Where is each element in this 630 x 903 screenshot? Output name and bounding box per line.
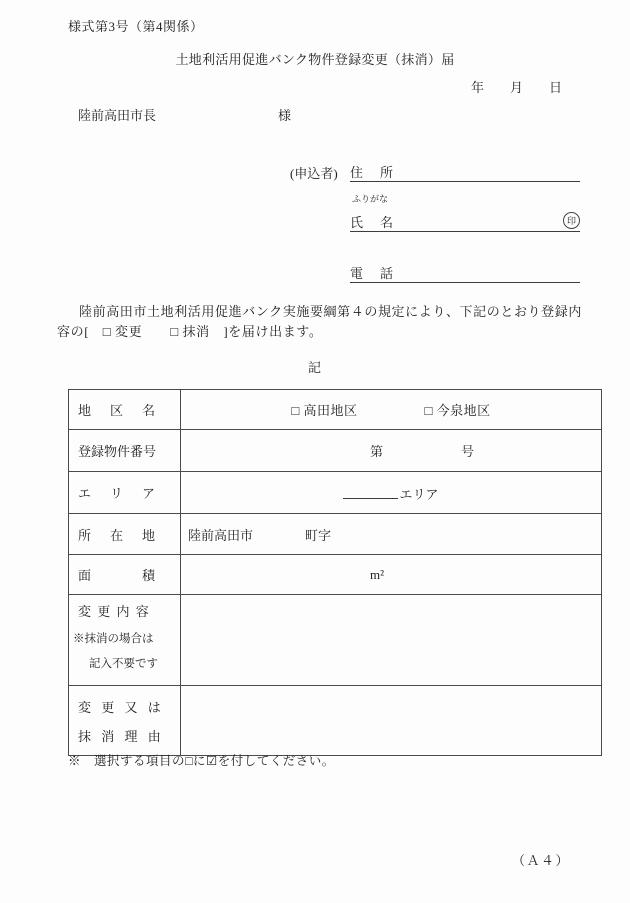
reason-label-line1: 変 更 又 は	[78, 700, 165, 715]
table-row-property-number	[69, 430, 602, 472]
phone-label: 電 話	[350, 266, 396, 281]
addressee-name: 陸前高田市長	[78, 108, 157, 123]
body-text-line1: 陸前高田市土地利活用促進バンク実施要綱第４の規定により、下記のとおり登録内	[79, 304, 582, 319]
change-details-label-line3: 記入不要です	[89, 658, 158, 670]
size-label: 面 積	[69, 555, 181, 595]
property-number-label: 登録物件番号	[69, 430, 181, 472]
ki-heading: 記	[307, 360, 322, 375]
area-suffix: エリア	[399, 486, 439, 502]
location-label: 所 在 地	[69, 514, 181, 555]
footnote: ※ 選択する項目の□に☑を付してください。	[68, 754, 335, 768]
name-field[interactable]	[350, 213, 580, 232]
address-field[interactable]	[350, 163, 580, 182]
area-blank-underline[interactable]	[343, 483, 398, 499]
table-row-size	[69, 555, 602, 595]
district-label: 地 区 名	[69, 390, 181, 430]
table-row-district	[69, 390, 602, 430]
body-paragraph	[57, 302, 591, 341]
takata-district-checkbox[interactable]: □ 高田地区	[291, 403, 358, 418]
form-table	[68, 389, 602, 756]
table-row-area	[69, 472, 602, 514]
name-label: 氏 名	[350, 215, 396, 230]
address-row	[290, 164, 580, 182]
table-row-reason	[69, 686, 602, 756]
reason-field[interactable]	[181, 686, 602, 756]
name-row	[290, 214, 580, 232]
area-label: エ リ ア	[69, 472, 181, 514]
table-row-location	[69, 514, 602, 555]
table-row-change-details	[69, 595, 602, 686]
property-number-field[interactable]	[181, 430, 602, 472]
date-line[interactable]: 年 月 日	[470, 80, 562, 95]
change-details-field[interactable]	[181, 595, 602, 686]
reason-label	[69, 686, 181, 756]
paper-size-label: （Ａ４）	[512, 853, 571, 868]
seal-character: 印	[566, 216, 576, 226]
reason-label-line2: 抹 消 理 由	[78, 729, 165, 744]
district-value-cell	[181, 390, 602, 430]
applicant-label: (申込者)	[290, 166, 338, 181]
body-text-line2	[57, 322, 591, 342]
area-field[interactable]	[181, 472, 602, 514]
address-label: 住 所	[350, 165, 396, 180]
form-title: 土地利活用促進バンク物件登録変更（抹消）届	[175, 52, 455, 67]
location-city: 陸前高田市	[188, 527, 254, 543]
property-number-text: 第 号	[369, 444, 474, 459]
body-line2-suffix: ]を届け出ます。	[209, 323, 323, 339]
change-details-label-line1: 変 更 内 容	[78, 604, 151, 619]
applicant-block	[290, 164, 580, 283]
addressee-honorific: 様	[278, 108, 292, 123]
body-line2-prefix: 容の[	[57, 323, 103, 339]
furigana-label: ふりがな	[352, 194, 389, 204]
size-unit: m²	[369, 566, 384, 582]
seal-mark-icon	[563, 212, 580, 229]
size-field[interactable]	[181, 555, 602, 595]
change-checkbox-option[interactable]: □ 変更	[102, 323, 143, 339]
imaizumi-district-checkbox[interactable]: □ 今泉地区	[424, 403, 491, 418]
erase-checkbox-option[interactable]: □ 抹消	[170, 323, 210, 339]
change-details-label-line2: ※抹消の場合は	[73, 633, 154, 645]
location-field[interactable]	[181, 514, 602, 555]
location-aza: 町字	[305, 527, 332, 543]
addressee-row	[78, 105, 291, 124]
change-details-label	[69, 595, 181, 686]
form-number: 様式第3号（第4関係）	[68, 19, 204, 34]
phone-row	[290, 265, 580, 283]
phone-field[interactable]	[350, 264, 580, 283]
